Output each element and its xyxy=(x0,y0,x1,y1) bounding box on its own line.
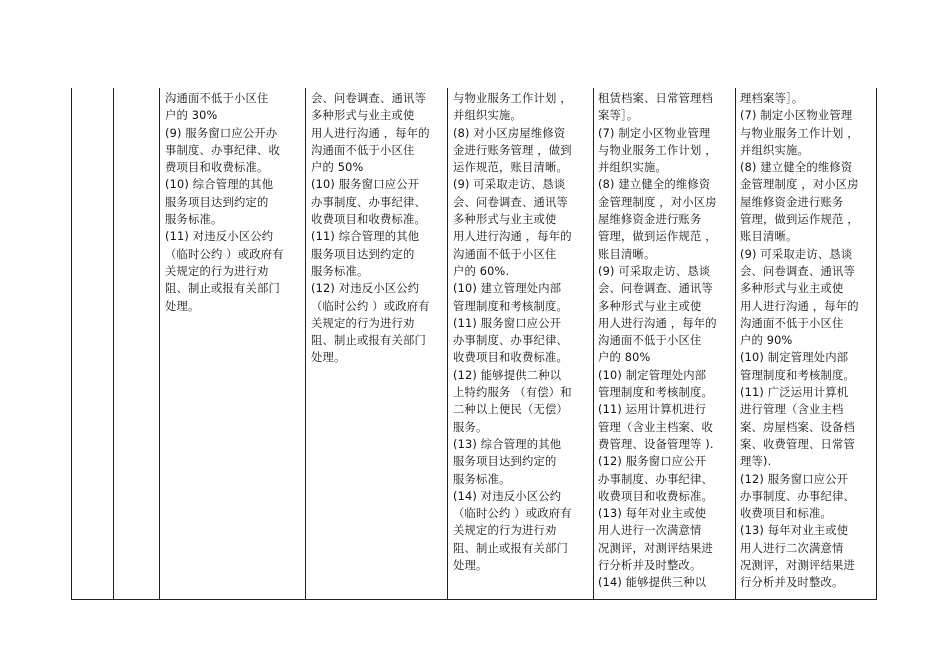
text-line: 况测评，对测评结果进 xyxy=(740,559,855,573)
text-line: (9) 可采取走访、恳谈 xyxy=(598,264,711,278)
column-divider xyxy=(447,88,448,600)
text-line: 运作规范，账目清晰。 xyxy=(453,161,568,175)
text-line: 与物业服务工作计划 ， xyxy=(740,126,859,140)
text-line: 户的 80% xyxy=(598,351,651,365)
text-line: 处理。 xyxy=(165,299,200,313)
text-line: 阻、制止或报有关部门 xyxy=(311,334,426,348)
text-line: 理档案等］。 xyxy=(740,92,804,105)
text-line: 用人进行沟通 ，每年的 xyxy=(598,316,717,330)
text-line: （临时公约 ）或政府有 xyxy=(453,507,572,521)
table-border-left xyxy=(71,88,72,600)
text-line: 案等］。 xyxy=(598,109,639,123)
text-line: 管理制度和考核制度。 xyxy=(740,368,855,382)
text-line: 与物业服务工作计划 ， xyxy=(453,92,572,105)
table-cell-col-2 xyxy=(311,90,430,367)
text-line: 费管理、设备管理等 ). xyxy=(598,437,714,451)
text-line: (7) 制定小区物业管理 xyxy=(740,109,853,123)
text-line: 会、问卷调查、通讯等 xyxy=(311,92,426,105)
text-line: (13) 每年对业主或使 xyxy=(740,524,849,538)
text-line: 关规定的行为进行劝 xyxy=(311,316,415,330)
text-line: (7) 制定小区物业管理 xyxy=(598,126,711,140)
text-line: 户的 50% xyxy=(311,161,364,175)
text-line: 进行管理（含业主档 xyxy=(740,403,844,417)
text-line: 户的 30% xyxy=(165,109,218,123)
text-line: 收费项目和收费标准。 xyxy=(598,489,713,503)
table-cell-col-1 xyxy=(165,90,284,315)
text-line: 管理制度和考核制度。 xyxy=(598,386,713,400)
text-line: 服务标准。 xyxy=(453,472,511,486)
text-line: 案、收费管理、日常管 xyxy=(740,437,855,451)
text-line: (12) 能够提供二种以 xyxy=(453,368,562,382)
text-line: 沟通面不低于小区住 xyxy=(740,316,844,330)
table-border-right xyxy=(876,88,877,600)
text-line: 账目清晰。 xyxy=(598,247,656,261)
text-line: 户的 60%. xyxy=(453,264,510,278)
text-line: (11) 运用计算机进行 xyxy=(598,403,707,417)
text-line: 租赁档案、日常管理档 xyxy=(598,92,713,105)
text-line: 并组织实施。 xyxy=(453,109,522,123)
text-line: 沟通面不低于小区住 xyxy=(311,143,415,157)
text-line: 屋维修资金进行账务 xyxy=(598,213,702,227)
text-line: 关规定的行为进行劝 xyxy=(453,524,557,538)
text-line: 处理。 xyxy=(311,351,346,365)
text-line: 用人进行一次满意情 xyxy=(598,524,702,538)
column-divider xyxy=(593,88,594,600)
text-line: (10) 建立管理处内部 xyxy=(453,282,562,296)
text-line: 户的 90% xyxy=(740,334,793,348)
table-cell-col-4 xyxy=(598,90,717,592)
text-line: 屋维修资金进行账务 xyxy=(740,195,844,209)
text-line: 行分析并及时整改。 xyxy=(598,559,702,573)
text-line: 办事制度、办事纪律、 xyxy=(740,489,855,503)
text-line: 用人进行二次满意情 xyxy=(740,541,844,555)
text-line: 金管理制度 ，对小区房 xyxy=(740,178,859,192)
text-line: (12) 服务窗口应公开 xyxy=(598,455,707,469)
text-line: 行分析并及时整改。 xyxy=(740,576,844,590)
text-line: 服务项目达到约定的 xyxy=(311,247,415,261)
text-line: 服务。 xyxy=(453,420,488,434)
text-line: 多种形式与业主或使 xyxy=(740,282,844,296)
text-line: 金管理制度 ，对小区房 xyxy=(598,195,717,209)
text-line: 用人进行沟通 ，每年的 xyxy=(453,230,572,244)
column-divider xyxy=(305,88,306,600)
text-line: 办事制度、办事纪律、 xyxy=(453,334,568,348)
text-line: 金进行账务管理 ，做到 xyxy=(453,143,572,157)
text-line: (12) 服务窗口应公开 xyxy=(740,472,849,486)
text-line: (10) 制定管理处内部 xyxy=(598,368,707,382)
text-line: 上特约服务 （有偿）和 xyxy=(453,386,572,400)
text-line: 用人进行沟通 ，每年的 xyxy=(311,126,430,140)
column-divider xyxy=(735,88,736,600)
text-line: (9) 服务窗口应公开办 xyxy=(165,126,278,140)
text-line: 与物业服务工作计划 ， xyxy=(598,143,717,157)
text-line: (14) 能够提供三种以 xyxy=(598,576,707,590)
text-line: 账目清晰。 xyxy=(740,230,798,244)
text-line: 沟通面不低于小区住 xyxy=(165,92,269,105)
column-divider xyxy=(159,88,160,600)
text-line: (10) 制定管理处内部 xyxy=(740,351,849,365)
text-line: 并组织实施。 xyxy=(740,143,809,157)
column-divider xyxy=(113,88,114,600)
text-line: 处理。 xyxy=(453,559,488,573)
text-line: 服务项目达到约定的 xyxy=(165,195,269,209)
text-line: 服务标准。 xyxy=(311,264,369,278)
text-line: 关规定的行为进行劝 xyxy=(165,264,269,278)
text-line: 阻、制止或报有关部门 xyxy=(453,541,568,555)
text-line: (11) 服务窗口应公开 xyxy=(453,316,562,330)
text-line: 管理制度和考核制度。 xyxy=(453,299,568,313)
text-line: 收费项目和收费标准。 xyxy=(453,351,568,365)
text-line: 管理（含业主档案、收 xyxy=(598,420,713,434)
table-cell-col-5 xyxy=(740,90,859,592)
text-line: 案、房屋档案、设备档 xyxy=(740,420,855,434)
text-line: (12) 对违反小区公约 xyxy=(311,282,420,296)
text-line: (14) 对违反小区公约 xyxy=(453,489,562,503)
text-line: 理等). xyxy=(740,455,772,469)
text-line: 会、问卷调查、通讯等 xyxy=(598,282,713,296)
text-line: (8) 建立健全的维修资 xyxy=(740,161,853,175)
text-line: （临时公约 ）或政府有 xyxy=(165,247,284,261)
text-line: 会、问卷调查、通讯等 xyxy=(453,195,568,209)
text-line: (13) 综合管理的其他 xyxy=(453,437,562,451)
text-line: 费项目和收费标准。 xyxy=(165,161,269,175)
text-line: 多种形式与业主或使 xyxy=(453,213,557,227)
text-line: (8) 对小区房屋维修资 xyxy=(453,126,566,140)
text-line: (10) 综合管理的其他 xyxy=(165,178,274,192)
text-line: 服务项目达到约定的 xyxy=(453,455,557,469)
text-line: 多种形式与业主或使 xyxy=(311,109,415,123)
text-line: (9) 可采取走访、恳谈 xyxy=(453,178,566,192)
text-line: 收费项目和标准。 xyxy=(740,507,832,521)
text-line: 多种形式与业主或使 xyxy=(598,299,702,313)
text-line: 二种以上便民（无偿） xyxy=(453,403,568,417)
text-line: 事制度、办事纪律、收 xyxy=(165,143,280,157)
text-line: 收费项目和收费标准。 xyxy=(311,213,426,227)
text-line: (9) 可采取走访、恳谈 xyxy=(740,247,853,261)
text-line: 办事制度、办事纪律、 xyxy=(598,472,713,486)
text-line: (11) 广泛运用计算机 xyxy=(740,386,849,400)
text-line: 沟通面不低于小区住 xyxy=(598,334,702,348)
text-line: (8) 建立健全的维修资 xyxy=(598,178,711,192)
text-line: 沟通面不低于小区住 xyxy=(453,247,557,261)
table-border-bottom xyxy=(71,599,877,600)
text-line: (11) 综合管理的其他 xyxy=(311,230,420,244)
text-line: 办事制度、办事纪律、 xyxy=(311,195,426,209)
text-line: （临时公约 ）或政府有 xyxy=(311,299,430,313)
text-line: (11) 对违反小区公约 xyxy=(165,230,274,244)
text-line: 况测评，对测评结果进 xyxy=(598,541,713,555)
text-line: 并组织实施。 xyxy=(598,161,667,175)
text-line: 管理，做到运作规范 ， xyxy=(598,230,717,244)
table-cell-col-3 xyxy=(453,90,572,574)
text-line: (10) 服务窗口应公开 xyxy=(311,178,420,192)
text-line: 管理，做到运作规范 ， xyxy=(740,213,859,227)
text-line: 用人进行沟通 ，每年的 xyxy=(740,299,859,313)
text-line: 阻、制止或报有关部门 xyxy=(165,282,280,296)
text-line: 会、问卷调查、通讯等 xyxy=(740,264,855,278)
standards-table xyxy=(71,88,877,600)
text-line: 服务标准。 xyxy=(165,213,223,227)
text-line: (13) 每年对业主或使 xyxy=(598,507,707,521)
